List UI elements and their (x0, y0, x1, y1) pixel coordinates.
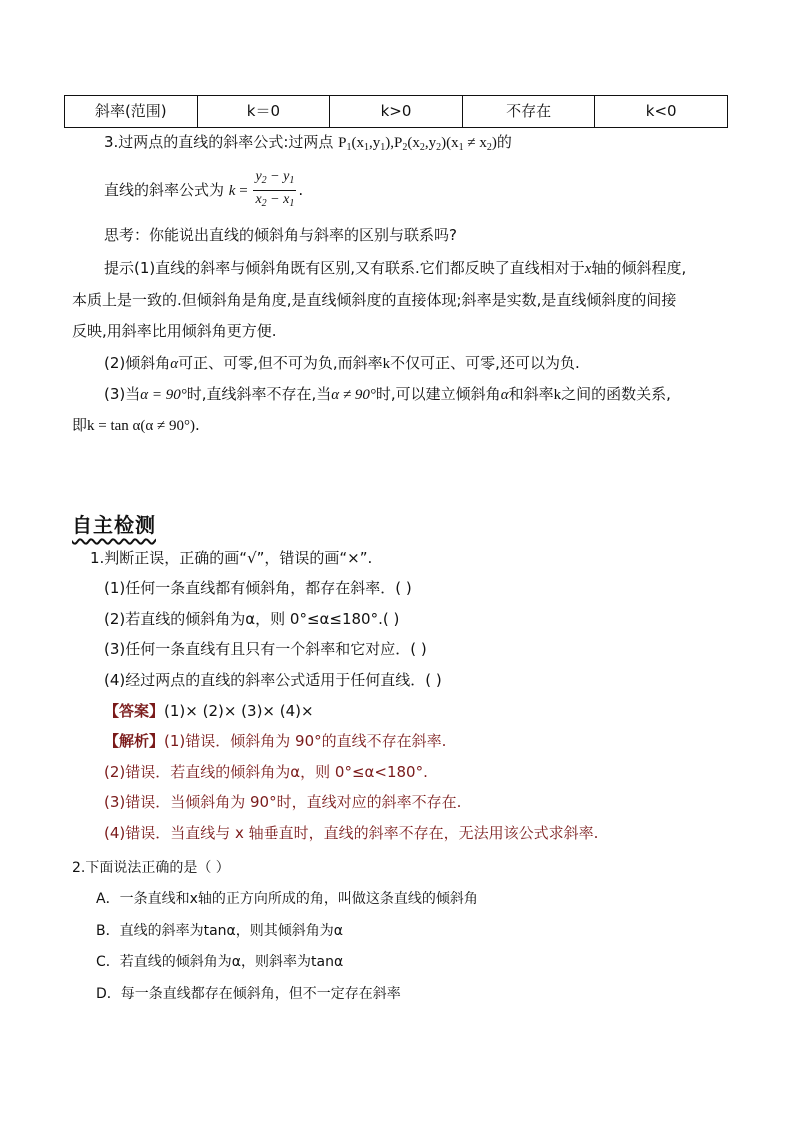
fraction-denominator: $x_2 - x_1$ (255, 192, 295, 209)
slope-fraction (253, 168, 296, 213)
question-1-item: (3)任何一条直线有且只有一个斜率和它对应．( ) (104, 640, 427, 658)
table-cell: 不存在 (462, 96, 595, 128)
analysis-line: (4)错误．当直线与 x 轴垂直时，直线的斜率不存在，无法用该公式求斜率. (104, 824, 599, 842)
option-d: D．每一条直线都存在倾斜角，但不一定存在斜率 (96, 986, 401, 1002)
slope-range-table (64, 95, 728, 128)
think-question: 思考：你能说出直线的倾斜角与斜率的区别与联系吗? (104, 226, 457, 244)
analysis-tag: 【解析】 (104, 732, 165, 750)
question-1-stem: 1.判断正误，正确的画“√”，错误的画“×”. (90, 549, 373, 567)
hint-paragraph-line: 反映,用斜率比用倾斜角更方便. (72, 322, 277, 340)
answer-text: (1)× (2)× (3)× (4)× (164, 702, 314, 720)
option-c: C．若直线的倾斜角为α，则斜率为tanα (96, 954, 344, 970)
question-1-item: (4)经过两点的直线的斜率公式适用于任何直线．( ) (104, 671, 442, 689)
hint-point-3: (3)当α = 90°时,直线斜率不存在,当α ≠ 90°时,可以建立倾斜角α和斜率k之间的函数关系, (104, 385, 671, 403)
question-1-item: (2)若直线的倾斜角为α，则 0°≤α≤180°.( ) (104, 610, 400, 628)
option-a: A．一条直线和x轴的正方向所成的角，叫做这条直线的倾斜角 (96, 891, 478, 907)
hint-paragraph-line: 提示(1)直线的斜率与倾斜角既有区别,又有联系.它们都反映了直线相对于x轴的倾斜程度, (104, 259, 687, 277)
analysis-line: 【解析】(1)错误．倾斜角为 90°的直线不存在斜率. (104, 732, 447, 750)
hint-point-3-cont: 即k = tan α(α ≠ 90°). (72, 416, 200, 434)
table-cell: 斜率(范围) (65, 96, 198, 128)
point-p1: $P_1(x_1,y_1)$, (338, 135, 394, 153)
analysis-line: (2)错误．若直线的倾斜角为α，则 0°≤α<180°. (104, 763, 428, 781)
table-row (65, 96, 728, 128)
question-2-stem: 2.下面说法正确的是（ ） (72, 860, 230, 876)
fraction-numerator: $y_2 - y_1$ (253, 168, 296, 191)
answer-tag: 【答案】 (104, 702, 165, 720)
slope-formula-intro: 3.过两点的直线的斜率公式:过两点 $P_1(x_1,y_1),P_2(x_2,y_2)(x_1 \ne x_2)$的 (104, 133, 512, 153)
slope-formula: 直线的斜率公式为 k = $\frac{y_2 - y_1}{x_2 - x_1}$ . (104, 168, 303, 213)
question-1-item: (1)任何一条直线都有倾斜角，都存在斜率．( ) (104, 579, 412, 597)
analysis-line: (3)错误．当倾斜角为 90°时，直线对应的斜率不存在. (104, 793, 462, 811)
hint-paragraph-line: 本质上是一致的.但倾斜角是角度,是直线倾斜度的直接体现;斜率是实数,是直线倾斜度的间接 (72, 291, 677, 309)
table-cell: k＝0 (197, 96, 330, 128)
table-cell: k>0 (330, 96, 463, 128)
distinct-x-condition: $(x_1 \ne x_2)$ (446, 135, 497, 153)
option-b: B．直线的斜率为tanα，则其倾斜角为α (96, 923, 344, 939)
table-cell: k<0 (595, 96, 728, 128)
point-p2: $P_2(x_2,y_2)$ (394, 135, 447, 153)
section-title: 自主检测 (72, 513, 156, 537)
answer-line (104, 700, 314, 722)
hint-point-2: (2)倾斜角α可正、可零,但不可为负,而斜率k不仅可正、可零,还可以为负. (104, 354, 580, 372)
